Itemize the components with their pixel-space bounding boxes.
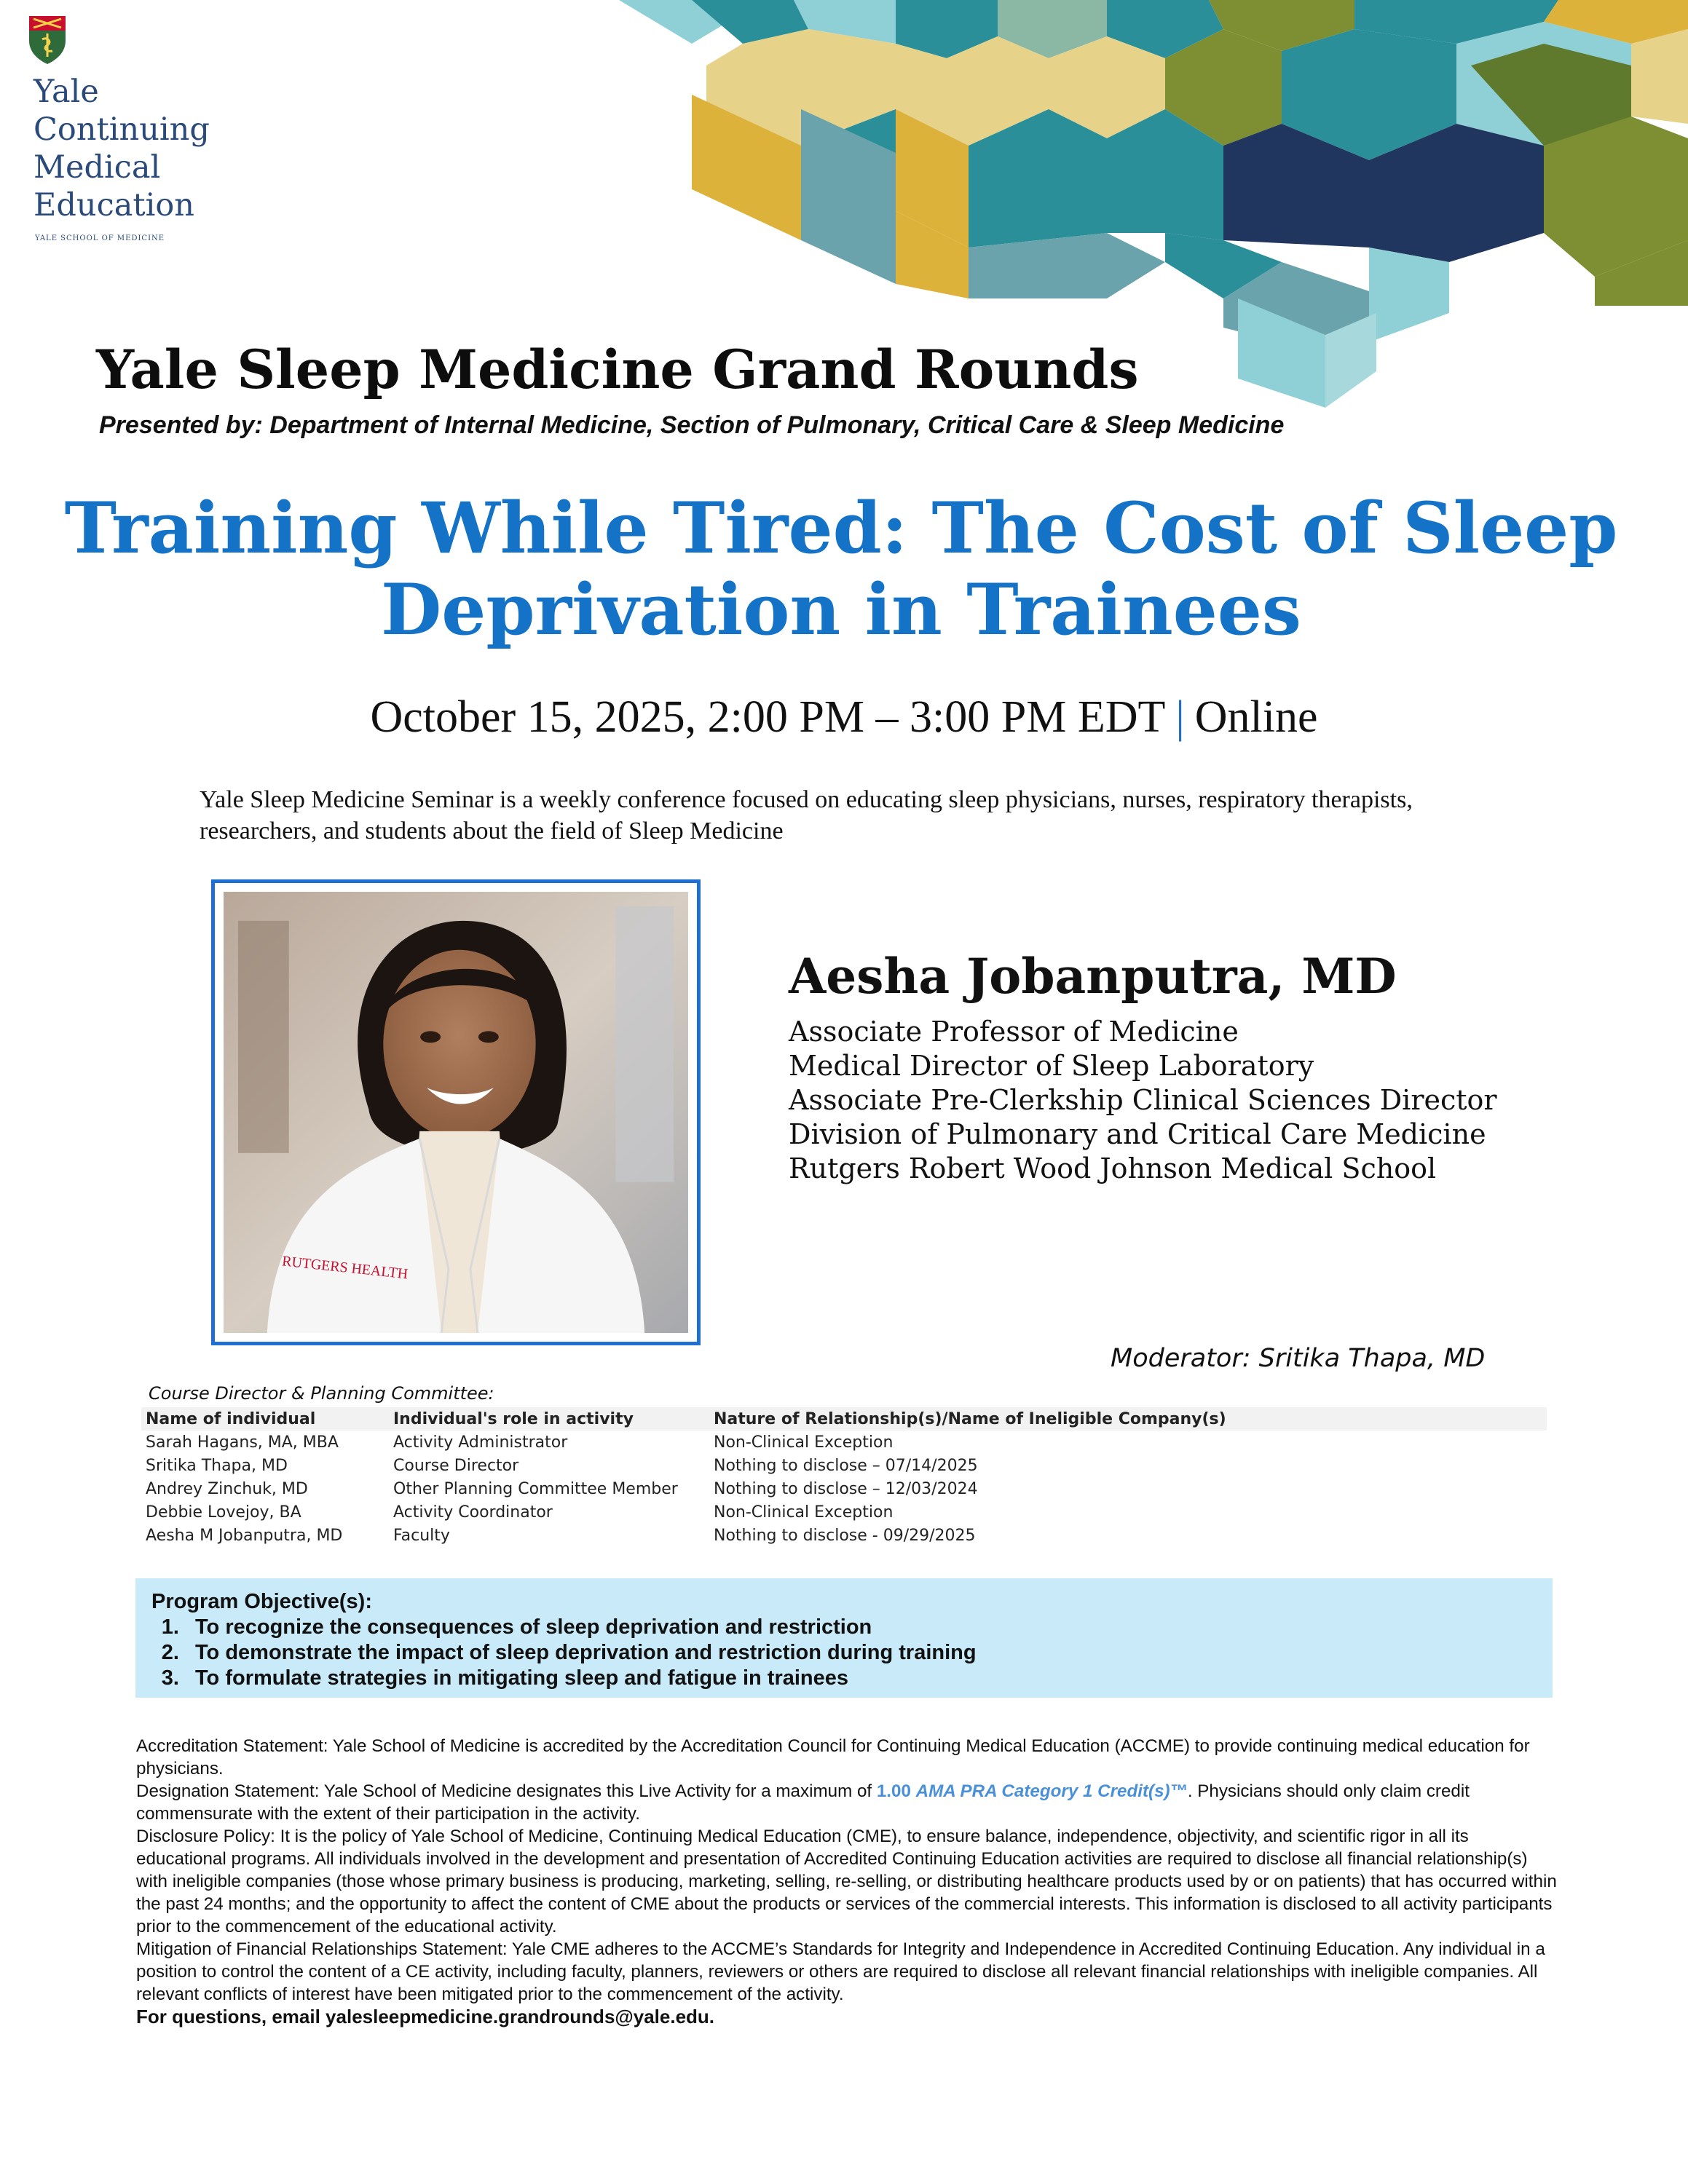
objectives-heading: Program Objective(s): [151, 1590, 372, 1613]
fine-print [136, 1735, 1563, 2028]
mitigation-statement: Mitigation of Financial Relationships Statement: Yale CME adheres to the ACCME’s Standards for Integrity and Independence in Accredited Continuing Education. Any individual in a position to control the content of a CE activity, including faculty, planners, reviewers or others are required to disclose all relevant financial relationships with ineligible companies. All relevant conflicts of interest have been mitigated prior to the commencement of the activity. [136, 1939, 1545, 2004]
speaker-role: Medical Director of Sleep Laboratory [789, 1050, 1314, 1082]
objective-item: 3. To formulate strategies in mitigating sleep and fatigue in trainees [185, 1666, 1537, 1691]
table-header-row [141, 1407, 1547, 1431]
contact-email: For questions, email yalesleepmedicine.grandrounds@yale.edu. [136, 2006, 715, 2027]
credit-name: AMA PRA Category 1 Credit(s)™ [915, 1781, 1188, 1801]
designation-text: Designation Statement: Yale School of Medicine designates this Live Activity for a maximum of [136, 1781, 877, 1801]
objective-item: 1. To recognize the consequences of sleep deprivation and restriction [185, 1615, 1537, 1640]
speaker-role: Associate Professor of Medicine [789, 1016, 1239, 1048]
table-cell: Nothing to disclose – 12/03/2024 [714, 1479, 978, 1498]
moderator: Moderator: Sritika Thapa, MD [1111, 1344, 1486, 1373]
separator: | [1175, 692, 1185, 742]
speaker-role: Division of Pulmonary and Critical Care Medicine [789, 1118, 1486, 1150]
designation-statement [136, 1780, 1563, 1825]
table-cell: Aesha M Jobanputra, MD [146, 1526, 343, 1545]
table-cell: Nothing to disclose - 09/29/2025 [714, 1526, 976, 1545]
speaker-roles [789, 1015, 1497, 1186]
designation-text: . Physicians should only claim credit commensurate with the extent of their participation in the activity. [136, 1781, 1470, 1824]
event-date-time: October 15, 2025, 2:00 PM – 3:00 PM EDT [370, 692, 1166, 742]
column-header: Individual's role in activity [389, 1407, 709, 1431]
table-cell: Nothing to disclose – 07/14/2025 [714, 1456, 978, 1475]
yale-cme-wordmark [33, 73, 267, 224]
table-cell: Activity Coordinator [393, 1503, 553, 1522]
speaker-role: Rutgers Robert Wood Johnson Medical School [789, 1152, 1437, 1184]
logo-line: Continuing [33, 111, 210, 148]
talk-title-line: Deprivation in Trainees [381, 569, 1301, 651]
table-cell: Activity Administrator [393, 1433, 568, 1452]
objectives-list [151, 1615, 1537, 1691]
logo-line: Medical [33, 149, 161, 186]
table-cell: Non-Clinical Exception [714, 1503, 894, 1522]
talk-title-line: Training While Tired: The Cost of Sleep [64, 487, 1618, 569]
table-row [141, 1454, 1547, 1477]
talk-title [44, 488, 1638, 651]
table-cell: Andrey Zinchuk, MD [146, 1479, 308, 1498]
logo-line: Education [33, 187, 194, 223]
presented-by: Presented by: Department of Internal Medicine, Section of Pulmonary, Critical Care & Sleep Medicine [99, 411, 1285, 439]
yale-shield-logo-icon [28, 15, 67, 66]
table-cell: Non-Clinical Exception [714, 1433, 894, 1452]
objective-item: 2. To demonstrate the impact of sleep deprivation and restriction during training [185, 1640, 1537, 1666]
table-cell: Faculty [393, 1526, 450, 1545]
table-cell: Sarah Hagans, MA, MBA [146, 1433, 339, 1452]
coat-embroidery: RUTGERS HEALTH [281, 1253, 409, 1283]
credit-number: 1.00 [876, 1781, 916, 1801]
table-row [141, 1524, 1547, 1547]
table-row [141, 1431, 1547, 1454]
seminar-description: Yale Sleep Medicine Seminar is a weekly conference focused on educating sleep physicians, nurses, respiratory therapists, researchers, and students about the field of Sleep Medicine [200, 786, 1413, 844]
table-cell: Debbie Lovejoy, BA [146, 1503, 301, 1522]
table-cell: Course Director [393, 1456, 519, 1475]
speaker-role: Associate Pre-Clerkship Clinical Sciences Director [789, 1084, 1497, 1116]
table-row [141, 1477, 1547, 1500]
series-title: Yale Sleep Medicine Grand Rounds [96, 339, 1139, 401]
event-date-location [0, 692, 1688, 743]
column-header: Nature of Relationship(s)/Name of Ineligible Company(s) [709, 1407, 1547, 1431]
speaker-name: Aesha Jobanputra, MD [789, 948, 1397, 1005]
program-objectives [135, 1578, 1553, 1698]
disclosure-policy: Disclosure Policy: It is the policy of Yale School of Medicine, Continuing Medical Education (CME), to ensure balance, independence, objectivity, and scientific rigor in all its educational programs. All individuals involved in the development and presentation of Accredited Continuing Education activities are required to disclose all financial relationship(s) with ineligible companies (those whose primary business is producing, marketing, selling, re-selling, or distributing healthcare products used by or on patients) that has occurred within the past 24 months; and the opportunity to affect the content of CME about the products or services of the commercial interests. This information is disclosed to all activity participants prior to the commencement of the educational activity. [136, 1827, 1557, 1936]
table-cell: Other Planning Committee Member [393, 1479, 678, 1498]
column-header: Name of individual [141, 1407, 389, 1431]
logo-line: Yale [33, 74, 99, 110]
logo-subtitle: YALE SCHOOL OF MEDICINE [35, 234, 165, 242]
table-cell: Sritika Thapa, MD [146, 1456, 288, 1475]
committee-table [141, 1407, 1547, 1547]
table-row [141, 1500, 1547, 1524]
accreditation-statement: Accreditation Statement: Yale School of Medicine is accredited by the Accreditation Council for Continuing Medical Education (ACCME) to provide continuing medical education for physicians. [136, 1736, 1530, 1779]
speaker-photo [211, 879, 701, 1345]
credit-amount [877, 1781, 1188, 1801]
speaker-portrait-image [224, 892, 688, 1333]
event-location: Online [1194, 692, 1318, 742]
committee-caption: Course Director & Planning Committee: [149, 1383, 494, 1404]
